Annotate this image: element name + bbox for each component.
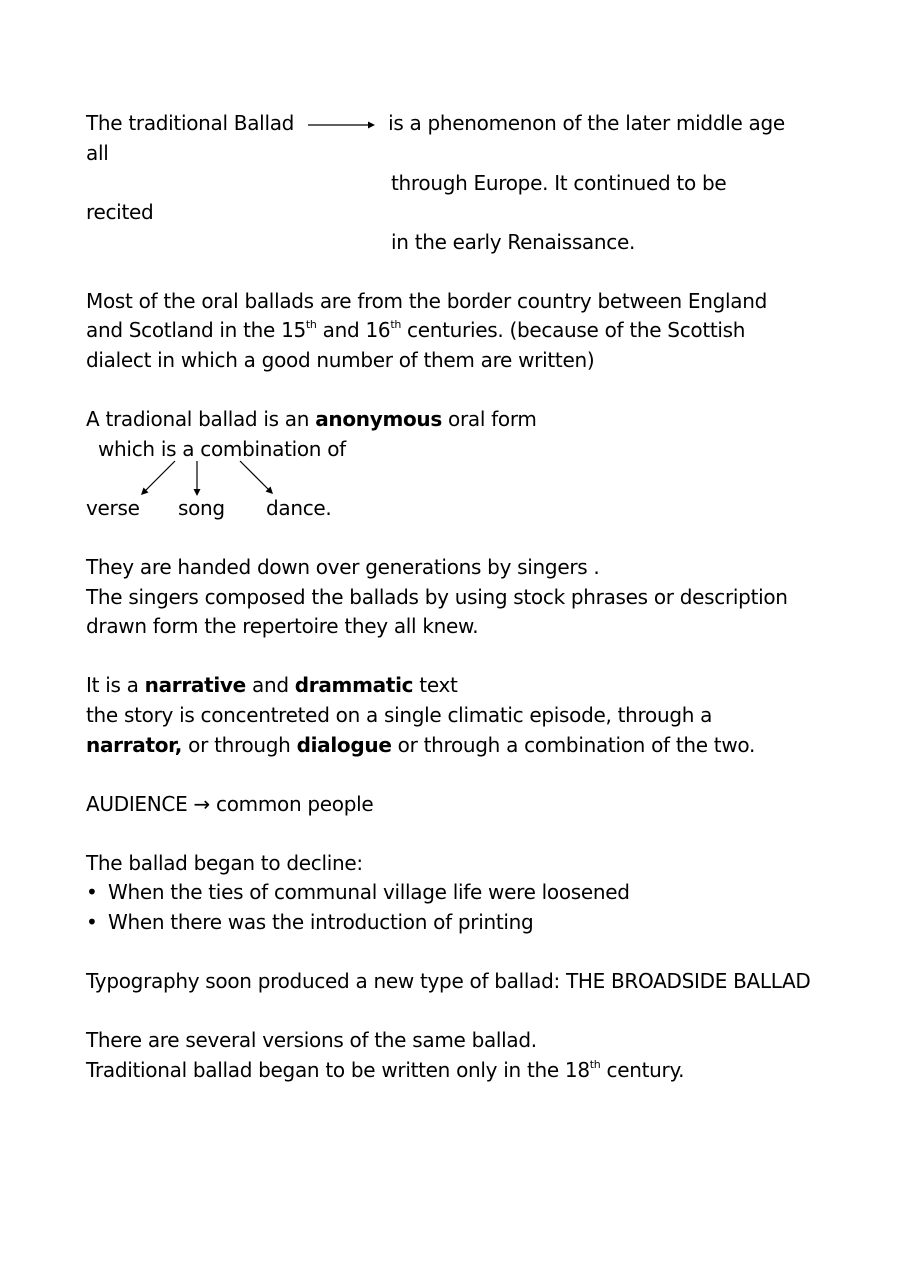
form-line-1 [86,673,458,697]
audience-line [86,792,373,816]
keyword-anonymous: anonymous [315,407,442,431]
combination-verse: verse [86,496,140,520]
origin-line-2c: centuries. (because of the Scottish [401,318,746,342]
versions-line-1: There are several versions of the same ballad. [86,1028,537,1052]
right-arrow-icon [306,118,376,132]
transmission-line-2: The singers composed the ballads by using stock phrases or description [86,585,788,609]
transmission-line-1: They are handed down over generations by singers . [86,555,600,579]
origin-line-2b: and 16 [316,318,391,342]
form-line-3b: or through [182,733,297,757]
list-item [86,910,533,934]
decline-heading: The ballad began to decline: [86,851,363,875]
origin-line-2 [86,318,745,342]
keyword-narrator: narrator, [86,733,183,757]
branch-arrows-icon [130,458,290,498]
keyword-narrative: narrative [144,673,246,697]
form-line-1a: It is a [86,673,145,697]
form-line-2: the story is concentreted on a single climatic episode, through a [86,703,713,727]
definition-line-1 [86,407,537,431]
superscript-th: th [390,318,401,331]
definition-line-1c: oral form [441,407,537,431]
bullet-icon: • [86,910,98,934]
intro-wrap-2: recited [86,200,154,224]
right-arrow-icon: → [193,792,210,816]
list-item-text: When there was the introduction of printing [108,910,534,934]
keyword-dialogue: dialogue [296,733,392,757]
intro-line-2: through Europe. It continued to be [391,171,727,195]
definition-line-1a: A tradional ballad is an [86,407,316,431]
superscript-th: th [305,318,317,331]
bullet-icon: • [86,880,98,904]
form-line-1c: and [245,673,295,697]
list-item [86,880,630,904]
form-line-1e: text [413,673,458,697]
versions-line-2a: Traditional ballad began to be written only in the 18 [86,1058,590,1082]
combination-song: song [178,496,225,520]
typography-line: Typography soon produced a new type of ballad: THE BROADSIDE BALLAD [86,969,811,993]
audience-label: AUDIENCE [86,792,188,816]
intro-wrap-1: all [86,141,109,165]
form-line-3 [86,733,755,757]
transmission-line-3: drawn form the repertoire they all knew. [86,614,479,638]
keyword-drammatic: drammatic [294,673,414,697]
versions-line-2 [86,1058,684,1082]
intro-line-1 [86,111,785,135]
audience-value: common people [216,792,374,816]
versions-line-2b: century. [600,1058,685,1082]
superscript-th: th [589,1058,601,1071]
origin-line-3: dialect in which a good number of them are written) [86,348,595,372]
origin-line-2a: and Scotland in the 15 [86,318,306,342]
combination-dance: dance. [266,496,332,520]
list-item-text: When the ties of communal village life were loosened [108,880,630,904]
origin-line-1: Most of the oral ballads are from the border country between England [86,289,767,313]
form-line-3d: or through a combination of the two. [391,733,756,757]
intro-subject: The traditional Ballad [86,111,295,135]
intro-line-3: in the early Renaissance. [391,230,636,254]
intro-line-1-rest: is a phenomenon of the later middle age [388,111,785,135]
definition-line-2: which is a combination of [98,437,346,461]
